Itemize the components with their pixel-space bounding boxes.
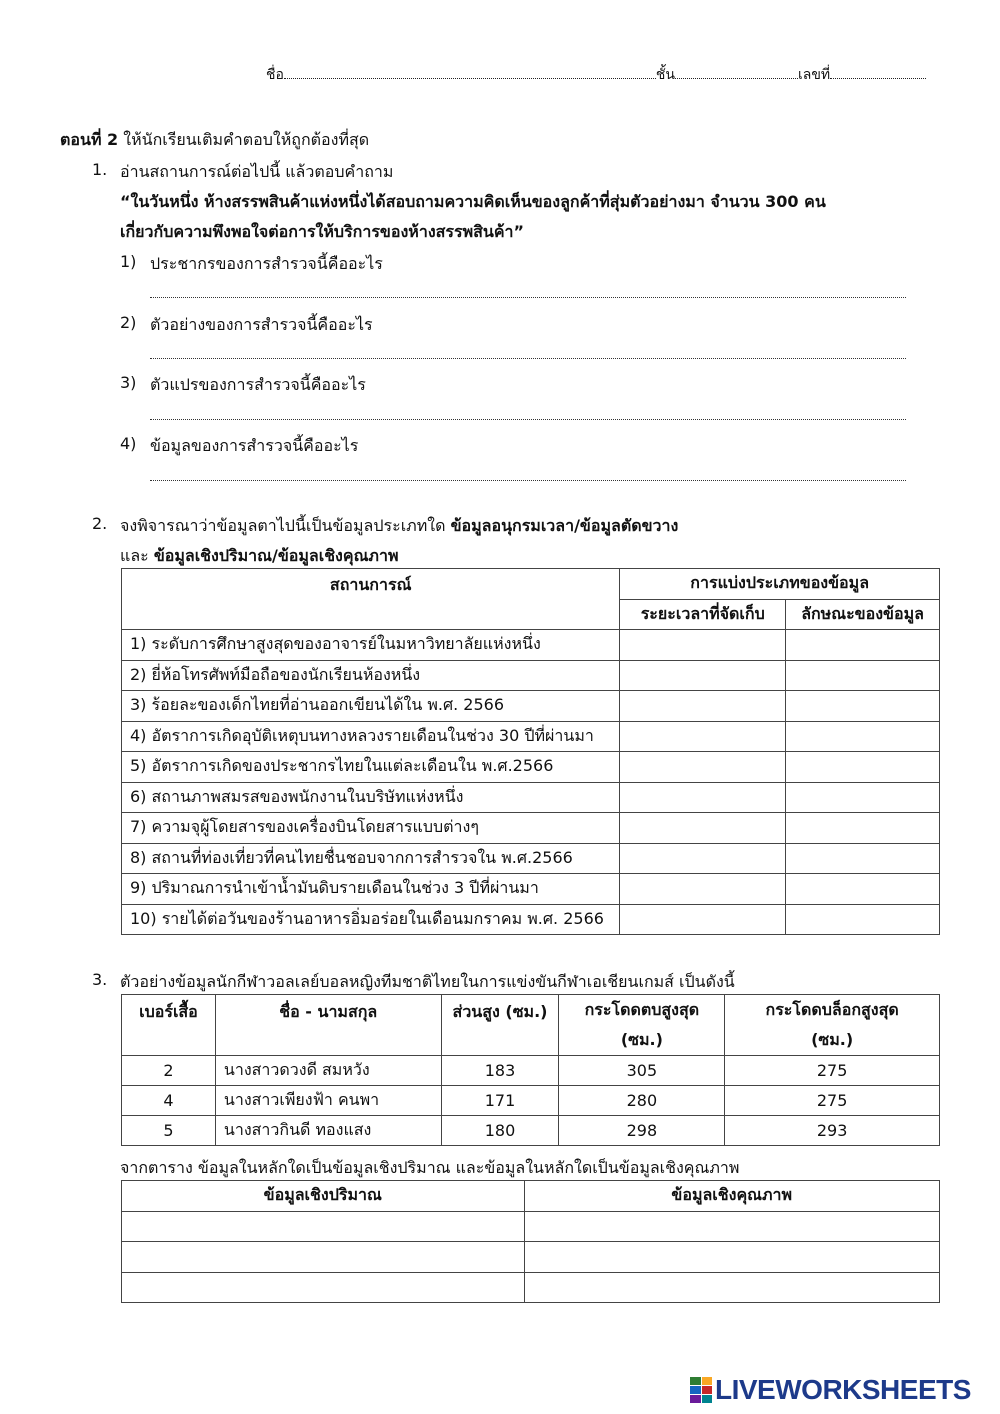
table-row <box>122 1086 940 1116</box>
q2-nature-cell[interactable] <box>786 843 940 874</box>
q1-sub4-number: 4) <box>120 434 137 453</box>
q3-cell-name: นางสาวเพียงฟ้า คนพา <box>215 1086 441 1116</box>
q2-nature-cell[interactable] <box>786 660 940 691</box>
number-label: เลขที่ <box>798 67 831 83</box>
q3-player-table <box>121 994 940 1146</box>
q3-qual-answer-cell[interactable] <box>524 1211 940 1242</box>
q3-cell-block: 293 <box>725 1116 940 1146</box>
q3-qual-answer-cell[interactable] <box>524 1272 940 1303</box>
table-row <box>122 1242 940 1273</box>
table-row <box>122 1116 940 1146</box>
q2-period-cell[interactable] <box>620 782 786 813</box>
q2-nature-cell[interactable] <box>786 691 940 722</box>
q2-period-cell[interactable] <box>620 813 786 844</box>
q2-period-cell[interactable] <box>620 721 786 752</box>
q3-quant-answer-cell[interactable] <box>122 1242 525 1273</box>
class-field[interactable] <box>675 64 798 79</box>
part-heading <box>60 128 369 153</box>
q3-col-shirt: เบอร์เสื้อ <box>122 995 216 1056</box>
q2-nature-cell[interactable] <box>786 782 940 813</box>
q2-col-situation: สถานการณ์ <box>122 569 620 630</box>
q2-nature-cell[interactable] <box>786 813 940 844</box>
q2-col-period: ระยะเวลาที่จัดเก็บ <box>620 599 786 630</box>
q3-answer-table <box>121 1180 940 1303</box>
q3-cell-shirt: 2 <box>122 1056 216 1086</box>
q3-quant-answer-cell[interactable] <box>122 1272 525 1303</box>
q1-sub3-number: 3) <box>120 373 137 392</box>
q1-sub2-number: 2) <box>120 313 137 332</box>
table-row <box>122 1211 940 1242</box>
table-row <box>122 1056 940 1086</box>
q3-col-block-label: กระโดดบล็อกสูงสุด <box>765 1000 899 1019</box>
q2-table <box>121 568 940 935</box>
q2-nature-cell[interactable] <box>786 630 940 661</box>
q2-period-cell[interactable] <box>620 843 786 874</box>
q2-row-text: 8) สถานที่ท่องเที่ยวที่คนไทยชื่นชอบจากการสำรวจใน พ.ศ.2566 <box>122 843 620 874</box>
q2-col-nature: ลักษณะของข้อมูล <box>786 599 940 630</box>
q3-col-spike-label: กระโดดตบสูงสุด <box>584 1000 700 1019</box>
q3-cell-spike: 280 <box>559 1086 725 1116</box>
liveworksheets-logo-text: LIVEWORKSHEETS <box>715 1374 971 1405</box>
q2-row-text: 7) ความจุผู้โดยสารของเครื่องบินโดยสารแบบต่างๆ <box>122 813 620 844</box>
q1-sub4-answer-line[interactable] <box>150 480 906 481</box>
q1-quote-line2: เกี่ยวกับความพึงพอใจต่อการให้บริการของห้างสรรพสินค้า” <box>120 222 525 241</box>
table-row <box>122 874 940 905</box>
q3-cell-height: 171 <box>441 1086 559 1116</box>
q2-row-text: 3) ร้อยละของเด็กไทยที่อ่านออกเขียนได้ใน พ.ศ. 2566 <box>122 691 620 722</box>
table-row <box>122 904 940 935</box>
q1-sub2-answer-line[interactable] <box>150 358 906 359</box>
q1-text: อ่านสถานการณ์ต่อไปนี้ แล้วตอบคำถาม <box>120 162 394 181</box>
student-info-line <box>266 64 926 86</box>
table-row <box>122 782 940 813</box>
liveworksheets-logo <box>690 1374 971 1406</box>
q3-col-height: ส่วนสูง (ซม.) <box>441 995 559 1056</box>
q2-nature-cell[interactable] <box>786 904 940 935</box>
q2-period-cell[interactable] <box>620 691 786 722</box>
q3-cell-name: นางสาวกินดี ทองแสง <box>215 1116 441 1146</box>
q2-type-time: ข้อมูลอนุกรมเวลา/ข้อมูลตัดขวาง <box>450 516 679 535</box>
table-row <box>122 813 940 844</box>
q1-sub1-text: ประชากรของการสำรวจนี้คืออะไร <box>150 254 383 273</box>
q2-row-text: 1) ระดับการศึกษาสูงสุดของอาจารย์ในมหาวิทยาลัยแห่งหนึ่ง <box>122 630 620 661</box>
q1-sub4-text: ข้อมูลของการสำรวจนี้คืออะไร <box>150 436 359 455</box>
q3-col-spike <box>559 995 725 1056</box>
q3-cell-block: 275 <box>725 1086 940 1116</box>
part-instruction: ให้นักเรียนเติมคำตอบให้ถูกต้องที่สุด <box>123 130 370 149</box>
q2-nature-cell[interactable] <box>786 721 940 752</box>
q2-nature-cell[interactable] <box>786 874 940 905</box>
q2-text: จงพิจารณาว่าข้อมูลตาไปนี้เป็นข้อมูลประเภทใด <box>120 516 446 535</box>
q3-quant-answer-cell[interactable] <box>122 1211 525 1242</box>
q2-period-cell[interactable] <box>620 630 786 661</box>
q3-number: 3. <box>92 970 108 989</box>
q3-cell-name: นางสาวดวงดี สมหวัง <box>215 1056 441 1086</box>
q3-col-block <box>725 995 940 1056</box>
table-row <box>122 752 940 783</box>
q2-number: 2. <box>92 514 108 533</box>
table-row <box>122 691 940 722</box>
q3-answer-header-row <box>122 1181 940 1212</box>
table-row <box>122 721 940 752</box>
name-field[interactable] <box>284 64 656 79</box>
q2-period-cell[interactable] <box>620 874 786 905</box>
q3-qual-answer-cell[interactable] <box>524 1242 940 1273</box>
q3-col-block-unit: (ซม.) <box>811 1030 854 1049</box>
q2-table-header-row <box>122 569 940 600</box>
q1-sub1-answer-line[interactable] <box>150 297 906 298</box>
q3-col-qualitative: ข้อมูลเชิงคุณภาพ <box>524 1181 940 1212</box>
class-label: ชั้น <box>655 67 675 83</box>
q2-type-quant: ข้อมูลเชิงปริมาณ/ข้อมูลเชิงคุณภาพ <box>153 546 399 565</box>
q2-row-text: 9) ปริมาณการนำเข้าน้ำมันดิบรายเดือนในช่วง 3 ปีที่ผ่านมา <box>122 874 620 905</box>
q2-row-text: 6) สถานภาพสมรสของพนักงานในบริษัทแห่งหนึ่ง <box>122 782 620 813</box>
q3-cell-shirt: 5 <box>122 1116 216 1146</box>
q2-and: และ <box>120 546 149 565</box>
q1-sub2-text: ตัวอย่างของการสำรวจนี้คืออะไร <box>150 315 373 334</box>
q1-sub1-number: 1) <box>120 252 137 271</box>
q3-col-quantitative: ข้อมูลเชิงปริมาณ <box>122 1181 525 1212</box>
table-row <box>122 660 940 691</box>
q2-row-text: 5) อัตราการเกิดของประชากรไทยในแต่ละเดือนใน พ.ศ.2566 <box>122 752 620 783</box>
q2-row-text: 4) อัตราการเกิดอุบัติเหตุบนทางหลวงรายเดือนในช่วง 30 ปีที่ผ่านมา <box>122 721 620 752</box>
q3-cell-spike: 305 <box>559 1056 725 1086</box>
q3-cell-shirt: 4 <box>122 1086 216 1116</box>
table-row <box>122 630 940 661</box>
q1-sub3-answer-line[interactable] <box>150 419 906 420</box>
part-title: ตอนที่ 2 <box>60 130 119 149</box>
q2-period-cell[interactable] <box>620 904 786 935</box>
q1-number: 1. <box>92 160 108 179</box>
table-row <box>122 843 940 874</box>
q3-cell-spike: 298 <box>559 1116 725 1146</box>
q3-col-name: ชื่อ - นามสกุล <box>215 995 441 1056</box>
q3-cell-block: 275 <box>725 1056 940 1086</box>
q2-period-cell[interactable] <box>620 660 786 691</box>
q2-period-cell[interactable] <box>620 752 786 783</box>
q2-row-text: 10) รายได้ต่อวันของร้านอาหารอิ่มอร่อยในเดือนมกราคม พ.ศ. 2566 <box>122 904 620 935</box>
q3-cell-height: 183 <box>441 1056 559 1086</box>
q3-col-spike-unit: (ซม.) <box>620 1030 663 1049</box>
q2-nature-cell[interactable] <box>786 752 940 783</box>
number-field[interactable] <box>830 64 926 79</box>
name-label: ชื่อ <box>266 67 284 83</box>
q2-text-line2 <box>120 544 398 569</box>
q3-table-header-row <box>122 995 940 1056</box>
q2-row-text: 2) ยี่ห้อโทรศัพท์มือถือของนักเรียนห้องหนึ่ง <box>122 660 620 691</box>
q1-quote-line1: “ในวันหนึ่ง ห้างสรรพสินค้าแห่งหนึ่งได้สอบถามความคิดเห็นของลูกค้าที่สุ่มตัวอย่างมา จำนวน 300 คน <box>120 192 826 211</box>
table-row <box>122 1272 940 1303</box>
q3-text: ตัวอย่างข้อมูลนักกีฬาวอลเลย์บอลหญิงทีมชาติไทยในการแข่งขันกีฬาเอเชียนเกมส์ เป็นดังนี้ <box>120 972 735 991</box>
q3-cell-height: 180 <box>441 1116 559 1146</box>
q2-text-line1 <box>120 514 678 539</box>
q1-sub3-text: ตัวแปรของการสำรวจนี้คืออะไร <box>150 375 366 394</box>
q3-followup: จากตาราง ข้อมูลในหลักใดเป็นข้อมูลเชิงปริมาณ และข้อมูลในหลักใดเป็นข้อมูลเชิงคุณภาพ <box>120 1158 740 1177</box>
q2-col-group: การแบ่งประเภทของข้อมูล <box>620 569 940 600</box>
liveworksheets-logo-icon <box>690 1377 712 1403</box>
